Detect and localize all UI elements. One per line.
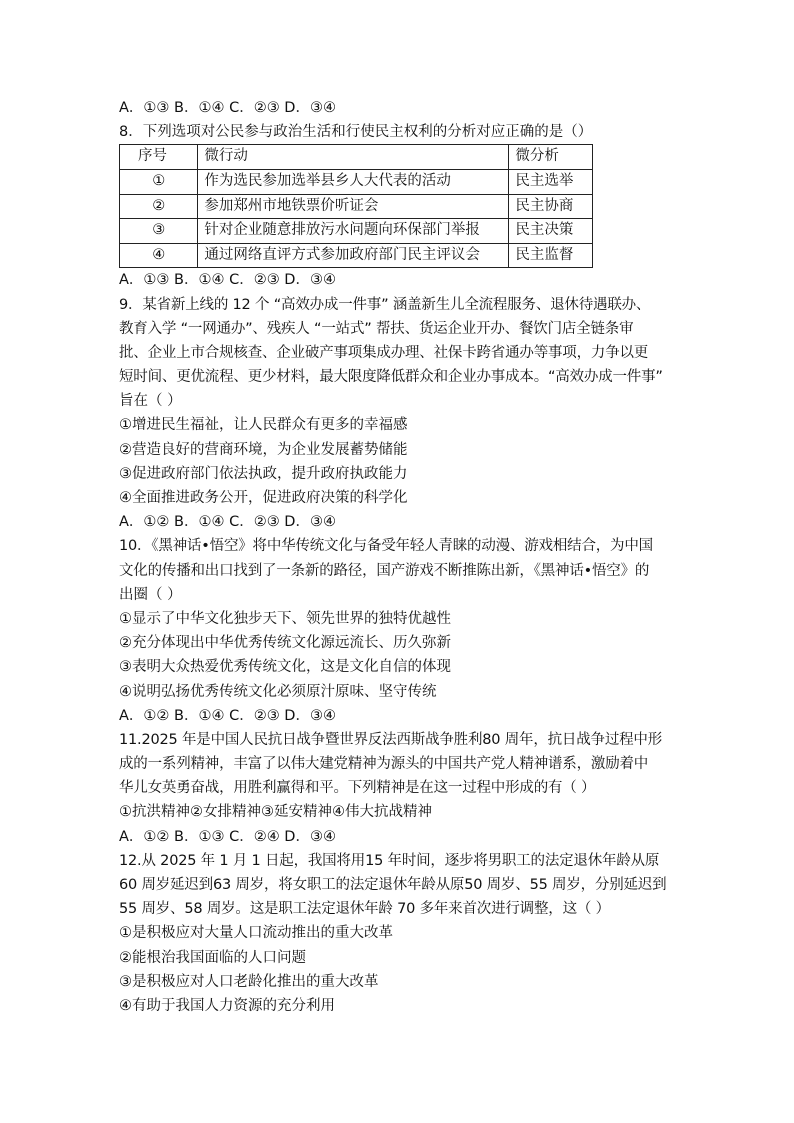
q10-stem-line: 10．《黑神话•悟空》将中华传统文化与备受年轻人青睐的动漫、游戏相结合，为中国 <box>119 538 653 555</box>
q10-choice: ④说明弘扬优秀传统文化必须原汁原味、坚守传统 <box>119 683 437 700</box>
q9-choice: ①增进民生福祉，让人民群众有更多的幸福感 <box>119 417 408 434</box>
q9-choice: ③促进政府部门依法执政，提升政府执政能力 <box>119 465 408 482</box>
row-seq: ④ <box>120 243 198 268</box>
q10-options: A．①② B．①④ C．②③ D．③④ <box>119 707 336 724</box>
q10-choice: ③表明大众热爱优秀传统文化，这是文化自信的体现 <box>119 659 451 676</box>
q12-stem-line: 12.从 2025 年 1 月 1 日起，我国将用15 年时间，逐步将男职工的法定退休年龄从原 <box>119 852 660 869</box>
q7-options: A．①③ B．①④ C．②③ D．③④ <box>119 100 336 116</box>
row-action: 针对企业随意排放污水问题向环保部门举报 <box>198 219 509 244</box>
q8-table <box>119 144 593 268</box>
row-analysis: 民主协商 <box>509 194 593 219</box>
q12-choice: ①是积极应对大量人口流动推出的重大改革 <box>119 925 393 942</box>
table-row <box>120 219 593 244</box>
table-row <box>120 169 593 194</box>
row-action: 参加郑州市地铁票价听证会 <box>198 194 509 219</box>
q10-stem-line: 文化的传播和出口找到了一条新的路径，国产游戏不断推陈出新，《黑神话•悟空》的 <box>119 562 650 579</box>
q10-choice: ②充分体现出中华优秀传统文化源远流长、历久弥新 <box>119 635 451 652</box>
q9-stem-line: 短时间、更优流程、更少材料，最大限度降低群众和企业办事成本。“高效办成一件事” <box>119 369 663 386</box>
row-seq: ② <box>120 194 198 219</box>
q12-choice: ②能根治我国面临的人口问题 <box>119 949 306 966</box>
row-analysis: 民主选举 <box>509 169 593 194</box>
q12-choice: ③是积极应对人口老龄化推出的重大改革 <box>119 973 379 990</box>
row-seq: ③ <box>120 219 198 244</box>
q9-choice: ②营造良好的营商环境，为企业发展蓄势储能 <box>119 441 408 458</box>
q11-options: A．①② B．①③ C．②④ D．③④ <box>119 828 336 845</box>
q8-stem: 8．下列选项对公民参与政治生活和行使民主权利的分析对应正确的是（） <box>119 124 593 141</box>
q11-choice: ①抗洪精神②女排精神③延安精神④伟大抗战精神 <box>119 804 432 821</box>
q10-choice: ①显示了中华文化独步天下、领先世界的独特优越性 <box>119 610 451 627</box>
row-analysis: 民主监督 <box>509 243 593 268</box>
row-action: 通过网络直评方式参加政府部门民主评议会 <box>198 243 509 268</box>
table-row <box>120 194 593 219</box>
header-analysis: 微分析 <box>509 145 593 170</box>
q9-choice: ④全面推进政务公开，促进政府决策的科学化 <box>119 490 408 507</box>
q12-choice: ④有助于我国人力资源的充分利用 <box>119 997 335 1014</box>
q9-stem-line: 旨在（ ） <box>119 393 182 410</box>
q9-options: A．①② B．①④ C．②③ D．③④ <box>119 514 336 531</box>
exam-page <box>119 96 679 1018</box>
table-row <box>120 243 593 268</box>
q11-stem-line: 华儿女英勇奋战，用胜利赢得和平。下列精神是在这一过程中形成的有（ ） <box>119 780 596 797</box>
q11-stem-line: 11.2025 年是中国人民抗日战争暨世界反法西斯战争胜利80 周年，抗日战争过程中形 <box>119 731 663 748</box>
q10-stem-line: 出圈（ ） <box>119 586 182 603</box>
q12-stem-line: 60 周岁延迟到63 周岁，将女职工的法定退休年龄从原50 周岁、55 周岁，分别延迟到 <box>119 877 667 894</box>
q9-stem-line: 教育入学 “一网通办”、残疾人 “一站式” 帮扶、货运企业开办、餐饮门店全链条审 <box>119 320 634 337</box>
q11-stem-line: 成的一系列精神，丰富了以伟大建党精神为源头的中国共产党人精神谱系，激励着中 <box>119 756 649 773</box>
row-seq: ① <box>120 169 198 194</box>
q12-stem-line: 55 周岁、58 周岁。这是职工法定退休年龄 70 多年来首次进行调整，这（ ） <box>119 901 610 918</box>
q8-options: A．①③ B．①④ C．②③ D．③④ <box>119 272 336 289</box>
row-action: 作为选民参加选举县乡人大代表的活动 <box>198 169 509 194</box>
q9-stem-line: 批、企业上市合规核查、企业破产事项集成办理、社保卡跨省通办等事项，力争以更 <box>119 344 649 361</box>
row-analysis: 民主决策 <box>509 219 593 244</box>
header-action: 微行动 <box>198 145 509 170</box>
q9-stem-line: 9．某省新上线的 12 个 “高效办成一件事” 涵盖新生儿全流程服务、退休待遇联办、 <box>119 296 651 313</box>
table-header-row <box>120 145 593 170</box>
header-seq: 序号 <box>120 145 198 170</box>
